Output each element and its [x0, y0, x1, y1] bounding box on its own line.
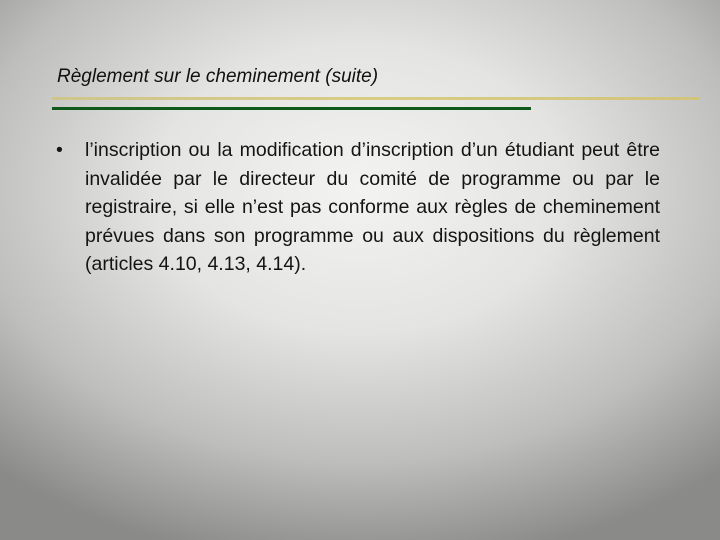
- bullet-text: l’inscription ou la modification d’inscription d’un étudiant peut être invalidée par le directeur du comité de programme ou par le registraire, si elle n’est pas conforme aux règles de cheminement prévues dans son programme ou aux dispositions du règlement (articles 4.10, 4.13, 4.14).: [85, 139, 660, 275]
- bullet-list: [56, 136, 660, 279]
- bullet-marker: •: [56, 139, 63, 161]
- title-underline-green: [52, 107, 531, 110]
- bullet-item: [56, 136, 660, 279]
- slide-title: Règlement sur le cheminement (suite): [57, 66, 379, 87]
- title-underline-gold: [52, 97, 700, 100]
